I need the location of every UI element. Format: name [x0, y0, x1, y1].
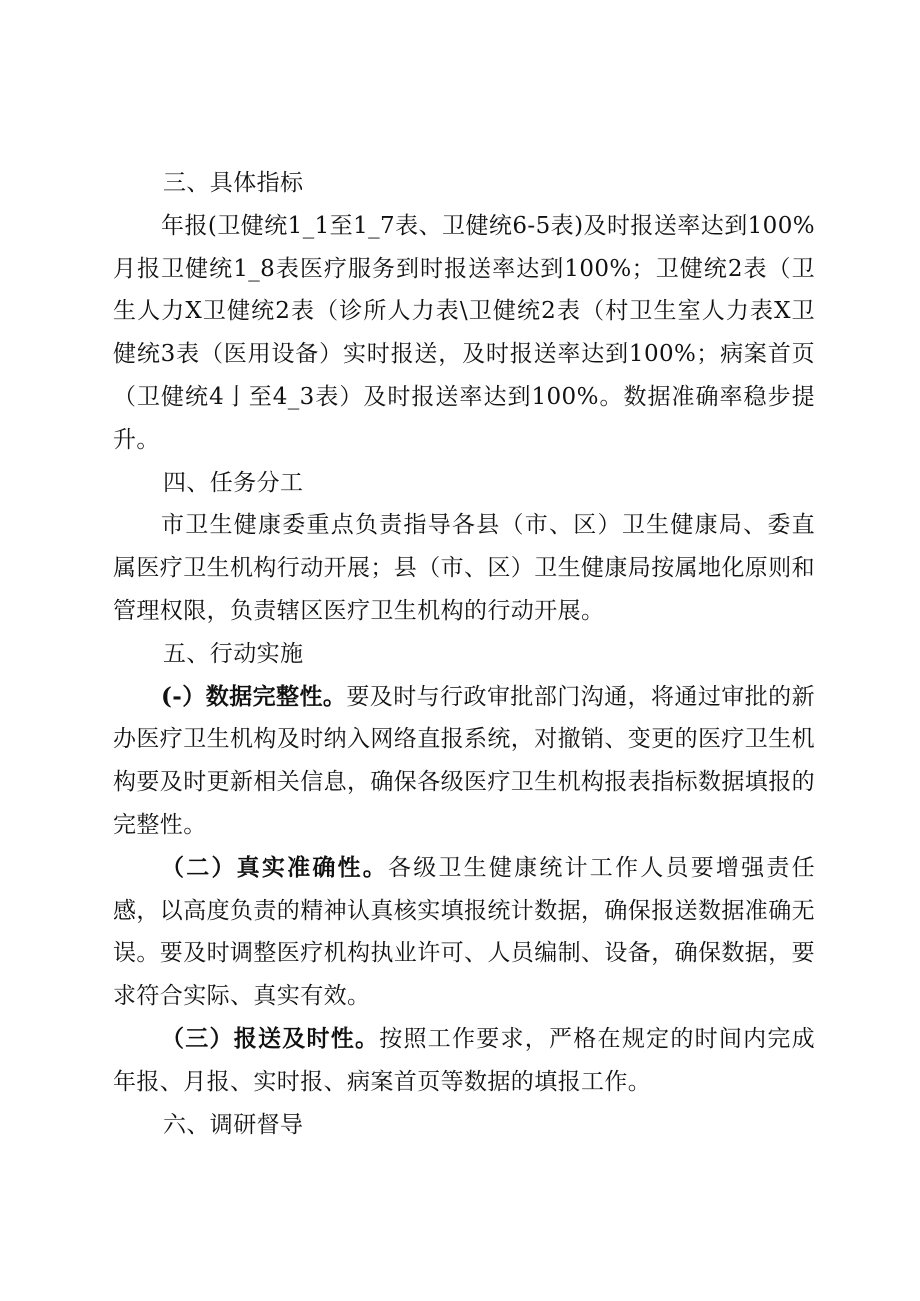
paragraph-timeliness [113, 1018, 815, 1104]
section-heading-implementation: 五、行动实施 [163, 640, 304, 667]
completeness-lead: (-）数据完整性。 [161, 682, 347, 710]
accuracy-text: 各级卫生健康统计工作人员要增强责任感，以高度负责的精神认真核实填报统计数据，确保报送数据准确无误。要及时调整医疗机构执业许可、人员编制、设备，确保数据，要求符合实际、真实有效。 [113, 854, 815, 1010]
paragraph-indicators: 年报(卫健统1_1至1_7表、卫健统6-5表)及时报送率达到100%月报卫健统1_8表医疗服务到时报送率达到100%；卫健统2表（卫生人力X卫健统2表（诊所人力表\卫健统2表（村卫生室人力表X卫健统3表（医用设备）实时报送，及时报送率达到100%；病案首页（卫健统4亅至4_3表）及时报送率达到100%。数据准确率稳步提升。 [113, 212, 815, 453]
completeness-text: 要及时与行政审批部门沟通，将通过审批的新办医疗卫生机构及时纳入网络直报系统，对撤销、变更的医疗卫生机构要及时更新相关信息，确保各级医疗卫生机构报表指标数据填报的完整性。 [113, 683, 816, 838]
document-body [113, 162, 815, 1146]
timeliness-text: 按照工作要求，严格在规定的时间内完成年报、月报、实时报、病案首页等数据的填报工作。 [113, 1025, 815, 1095]
section-heading-division: 四、任务分工 [163, 469, 304, 496]
paragraph-accuracy [113, 847, 815, 1018]
paragraph-completeness [113, 676, 815, 847]
section-heading-indicators: 三、具体指标 [163, 170, 304, 196]
paragraph-division: 市卫生健康委重点负责指导各县（市、区）卫生健康局、委直属医疗卫生机构行动开展；县（市、区）卫生健康局按属地化原则和管理权限，负责辖区医疗卫生机构的行动开展。 [113, 512, 815, 624]
accuracy-lead: （二）真实准确性。 [161, 853, 389, 881]
section-heading-supervision: 六、调研督导 [163, 1111, 304, 1138]
timeliness-lead: （三）报送及时性。 [161, 1024, 380, 1052]
